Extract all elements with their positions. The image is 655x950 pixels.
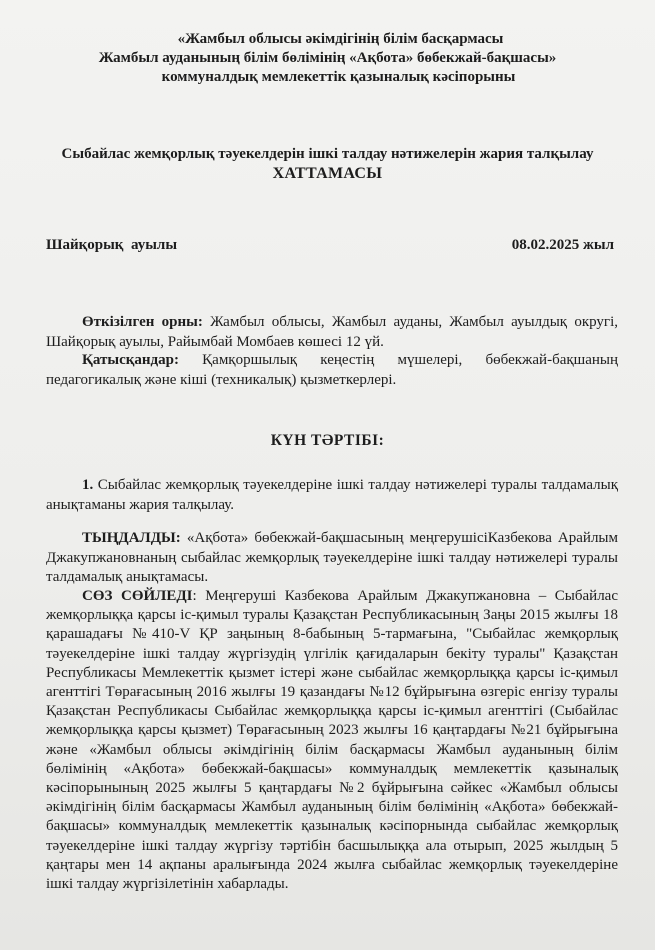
place-date-row [46,237,614,254]
listened-paragraph [46,529,618,588]
agenda-item [46,476,618,515]
place: Шайқорық ауылы [46,237,178,253]
agenda-heading: КҮН ТӘРТІБІ: [270,432,385,449]
header-line-3: коммуналдық мемлекеттік қазыналық кәсіпорыны [161,69,516,85]
title-line-1: Сыбайлас жемқорлық тәуекелдерін ішкі талдау нәтижелерін жария талқылау [61,146,594,162]
header-line-2: Жамбыл ауданының білім бөлімінің «Ақбота» бөбекжай-бақшасы» [98,50,557,66]
participants-label: Қатысқандар: [82,352,179,368]
organization-header [0,30,655,87]
date: 08.02.2025 жыл [511,237,614,253]
venue-text: Жамбыл облысы, Жамбыл ауданы, Жамбыл ауылдық округі, Шайқорық ауылы, Райымбай Момбаев көшесі 12 үй. [46,314,618,350]
header-line-1: «Жамбыл облысы әкімдігінің білім басқармасы [177,31,504,47]
venue-paragraph [46,313,618,352]
participants-text: Қамқоршылық кеңестің мүшелері, бөбекжай-бақшаның педагогикалық және кіші (техникалық) қызметкерлері. [46,352,618,388]
participants-paragraph [46,351,618,390]
listened-label: ТЫҢДАЛДЫ: [82,530,181,546]
spoke-paragraph [46,587,618,894]
listened-text: «Ақбота» бөбекжай-бақшасының меңгерушісіКазбекова Арайлым Джакупжановнаның сыбайлас жемқорлық тәуекелдеріне ішкі талдау нәтижелері туралы талдамалық анықтамасы. [46,530,618,585]
spoke-label: СӨЗ СӨЙЛЕДІ [82,588,193,604]
venue-label: Өткізілген орны: [82,314,203,330]
agenda-item-number: 1. [82,477,94,493]
title-line-2: ХАТТАМАСЫ [272,165,383,182]
spoke-text: : Меңгеруші Казбекова Арайлым Джакупжановна – Сыбайлас жемқорлыққа қарсы іс-қимыл туралы Қазақстан Республикасының Заңы 2015 жылғы 18 қарашадағы №410-V ҚР заңының 8-бабының 5-тармағына, "Сыбайлас жемқорлық тәуекелдеріне ішкі талдау жүргізудің үлгілік қағидаларын бекіту туралы" Қазақстан Республикасы Мемлекеттік қызмет істері және сыбайлас жемқорлыққа қарсы іс-қимыл агенттігі Төрағасының 2016 жылғы 19 қазандағы №12 бұйрығына өзгеріс енгізу туралы Қазақстан Республикасы Сыбайлас жемқорлыққа қарсы іс-қимыл агенттігі (Сыбайлас жемқорлыққа қарсы қызмет) Төрағасының 2023 жылғы 16 қаңтардағы №21 бұйрығына және «Жамбыл облысы әкімдігінің білім басқармасы Жамбыл ауданының білім бөлімінің «Ақбота» бөбекжай-бақшасы» коммуналдық мемлекеттік қазыналық кәсіпорынының 2025 жылғы 5 қаңтардағы №2 бұйрығына сәйкес «Жамбыл облысы әкімдігінің білім басқармасы Жамбыл ауданының білім бөлімінің «Ақбота» бөбекжай-бақшасы» коммуналдық мемлекеттік қазыналық кәсіпорнында сыбайлас жемқорлық тәуекелдеріне ішкі талдау жүргізу тәртібін басшылыққа ала отырып, 2025 жылдың 5 қаңтары мен 14 ақпаны аралығында 2024 жылға сыбайлас жемқорлық тәуекелдеріне ішкі талдау жүргізілетінін хабарлады. [46,588,618,893]
agenda-item-text: Сыбайлас жемқорлық тәуекелдеріне ішкі талдау нәтижелері туралы талдамалық анықтаманы жария талқылау. [46,477,618,513]
document-title [0,145,655,183]
